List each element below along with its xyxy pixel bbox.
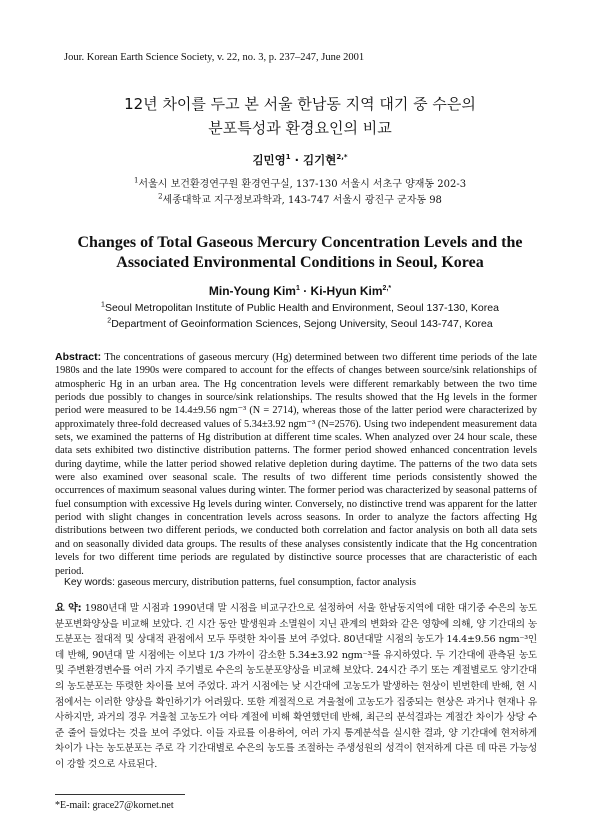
korean-affiliation-1 [0, 175, 600, 190]
korean-affiliation-2-text: 세종대학교 지구정보과학과, 143-747 서울시 광진구 군자동 98 [162, 195, 442, 206]
korean-affiliation-1-text: 서울시 보건환경연구원 환경연구실, 137-130 서울시 서초구 양재동 202-3 [138, 179, 467, 190]
korean-title-line-2: 분포특성과 환경요인의 비교 [208, 119, 392, 137]
author-separator: · [299, 284, 311, 298]
author-separator: · [290, 153, 304, 167]
keywords-text: gaseous mercury, distribution patterns, fuel consumption, factor analysis [117, 577, 416, 588]
korean-affiliation-1-mark: 1 [133, 176, 139, 185]
english-abstract [55, 351, 537, 578]
english-title-line-2: Associated Environmental Conditions in Seoul, Korea [116, 254, 484, 271]
english-authors [0, 284, 600, 298]
english-affiliation-2-text: Department of Geoinformation Sciences, Sejong University, Seoul 143-747, Korea [111, 318, 493, 330]
english-affiliation-2-mark: 2 [107, 317, 112, 325]
korean-title-line-1: 12년 차이를 두고 본 서울 한남동 지역 대기 중 수은의 [124, 95, 476, 113]
english-affiliation-1 [0, 302, 600, 314]
korean-authors [0, 152, 600, 168]
korean-author-1: 김민영 [252, 153, 286, 167]
english-author-1: Min-Young Kim [208, 284, 296, 298]
korean-affiliation-2-mark: 2 [158, 192, 163, 201]
korean-author-2-mark: 2,* [336, 153, 348, 162]
english-title-line-1: Changes of Total Gaseous Mercury Concentration Levels and the [77, 234, 523, 251]
korean-abstract-label: 요 약: [55, 603, 82, 614]
english-author-1-mark: 1 [295, 285, 300, 292]
english-author-2: Ki-Hyun Kim [310, 284, 383, 298]
korean-author-2: 김기현 [303, 153, 337, 167]
english-affiliation-2 [0, 318, 600, 330]
journal-citation: Jour. Korean Earth Science Society, v. 22, no. 3, p. 237–247, June 2001 [64, 52, 365, 63]
korean-abstract [55, 601, 537, 773]
english-affiliation-1-text: Seoul Metropolitan Institute of Public Health and Environment, Seoul 137-130, Korea [104, 302, 499, 314]
english-affiliation-1-mark: 1 [101, 301, 105, 309]
english-author-2-mark: 2,* [382, 285, 392, 292]
abstract-body: The concentrations of gaseous mercury (Hg) determined between two different time periods of the late 1980s and the late 1990s were compared to account for the effects of changes between source/sink relationships of atmospheric Hg in an urban area. The Hg concentration levels were different remarkably between the two time periods due possibly to changes in source/sink relationships. The results showed that the Hg levels in the former period were measured to be 14.4±9.56 ngm⁻³ (N = 2714), whereas those of the latter period were characterized by approximately three-fold decreased values of 5.34±3.92 ngm⁻³ (N=2576). Using two independent measurement data sets, we examined the patterns of Hg distribution at different time scales. When analyzed over 24 hour scale, these data sets exhibited two distinctive distribution patterns. The former period showed enhanced concentration levels during daytime, while the latter period showed relative depletion during daytime. The patterns of the two data sets were also examined over seasonal scale. The results of two different time periods consistently showed the occurrences of maximum seasonal values during winter. The former period was characterized by seasonal patterns of fuel consumption with excessive Hg levels during winter. Conversely, no distinctive trend was apparent for the latter period with slight changes in concentration levels across seasons. In order to analyze the factors affecting Hg distributions between two different periods, we conducted both correlation and factor analysis on both all data sets and on seasonally divided data groups. The results of these analyses consistently indicate that the Hg concentration levels for two different time periods are regulated by distinctive source processes that are characteristic of each period. [55, 352, 537, 577]
footnote-divider [55, 794, 185, 795]
korean-affiliation-2 [0, 191, 600, 206]
keywords [64, 577, 416, 588]
corresponding-email: *E-mail: grace27@kornet.net [55, 800, 174, 811]
keywords-label: Key words: [64, 577, 115, 588]
korean-author-1-mark: 1 [285, 153, 291, 162]
korean-abstract-body: 1980년대 말 시점과 1990년대 말 시점을 비교구간으로 설정하여 서울 한남동지역에 대한 대기중 수은의 농도 분포변화양상을 비교해 보았다. 긴 시간 동안 발생원과 소멸원이 지닌 관계의 변화와 같은 영향에 의해, 양 기간대의 농도분포는 절대적 및 상대적 관점에서 모두 뚜렷한 차이를 보여 주었다. 80년대말 시점의 농도가 14.4±9.56 ngm⁻³인데 반해, 90년대 말 시점에는 이보다 1/3 가까이 감소한 5.34±3.92 ngm⁻³를 유지하였다. 두 기간대에 관측된 농도 및 주변환경변수를 여러 가지 주기별로 수은의 농도분포양상을 비교해 보았다. 24시간 주기 또는 계절별로도 양기간대의 농도분포는 뚜렷한 차이를 보여 주었다. 과거 시점에는 낮 시간대에 고농도가 발생하는 현상이 빈번한데 반해, 현 시점에서는 이러한 양상을 확인하기가 어려웠다. 또한 계절적으로 겨울철에 고농도가 집중되는 현상은 과거나 현재나 유사하지만, 과거의 경우 겨울철 고농도가 여타 계절에 비해 확연했던데 반해, 최근의 분석결과는 계절간 차이가 상당 수준 줄어 들었다는 것을 보여 주었다. 이들 자료를 이용하여, 여러 가지 통계분석을 실시한 결과, 양 기간대에 현저하게 차이가 나는 농도분포는 주로 각 기간대별로 수은의 농도를 조절하는 주생성원의 성격이 현저하게 다른 데 따른 가능성이 강할 것으로 사료된다. [55, 603, 537, 770]
abstract-label: Abstract: [55, 351, 102, 363]
